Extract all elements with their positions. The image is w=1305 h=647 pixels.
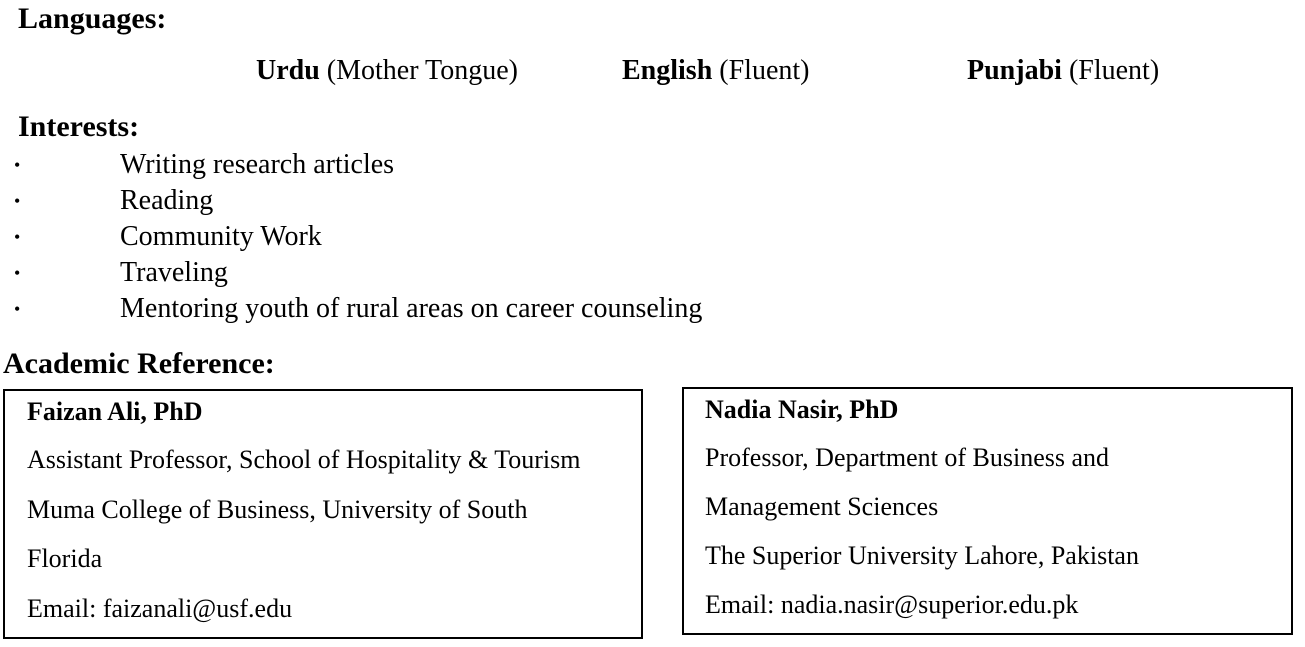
list-item	[0, 256, 900, 290]
reference-email: Email: nadia.nasir@superior.edu.pk	[705, 590, 1079, 619]
language-english	[622, 54, 810, 88]
reference-email: Email: faizanali@usf.edu	[27, 594, 293, 623]
list-item	[0, 184, 900, 218]
interest-text: Reading	[120, 185, 214, 216]
list-item	[0, 220, 900, 254]
language-level: (Fluent)	[712, 55, 810, 86]
reference-card-right	[682, 387, 1293, 635]
reference-line: Florida	[27, 544, 103, 573]
list-item	[0, 292, 900, 326]
reference-line: Muma College of Business, University of South	[27, 495, 528, 524]
language-urdu	[256, 54, 518, 88]
reference-name: Faizan Ali, PhD	[27, 397, 203, 426]
language-level: (Fluent)	[1061, 55, 1160, 86]
reference-line: Professor, Department of Business and	[705, 443, 1110, 472]
academic-reference-heading: Academic Reference:	[3, 347, 275, 380]
languages-heading: Languages:	[18, 2, 167, 35]
bullet-icon: •	[14, 299, 21, 319]
reference-line: Assistant Professor, School of Hospitality & Tourism	[27, 445, 581, 474]
reference-name: Nadia Nasir, PhD	[705, 395, 899, 424]
reference-line: Management Sciences	[705, 492, 939, 521]
interest-text: Mentoring youth of rural areas on career counseling	[120, 293, 703, 324]
list-item	[0, 148, 900, 182]
language-punjabi	[967, 54, 1159, 88]
interest-text: Community Work	[120, 221, 322, 252]
interest-text: Traveling	[120, 257, 228, 288]
language-name: English	[622, 55, 713, 86]
bullet-icon: •	[14, 263, 21, 283]
interest-text: Writing research articles	[120, 149, 395, 180]
bullet-icon: •	[14, 191, 21, 211]
language-name: Urdu	[256, 55, 320, 86]
bullet-icon: •	[14, 227, 21, 247]
interests-heading: Interests:	[18, 110, 140, 143]
reference-line: The Superior University Lahore, Pakistan	[705, 541, 1139, 570]
language-level: (Mother Tongue)	[319, 55, 518, 86]
bullet-icon: •	[14, 155, 21, 175]
reference-card-left	[3, 389, 643, 639]
language-name: Punjabi	[967, 55, 1062, 86]
